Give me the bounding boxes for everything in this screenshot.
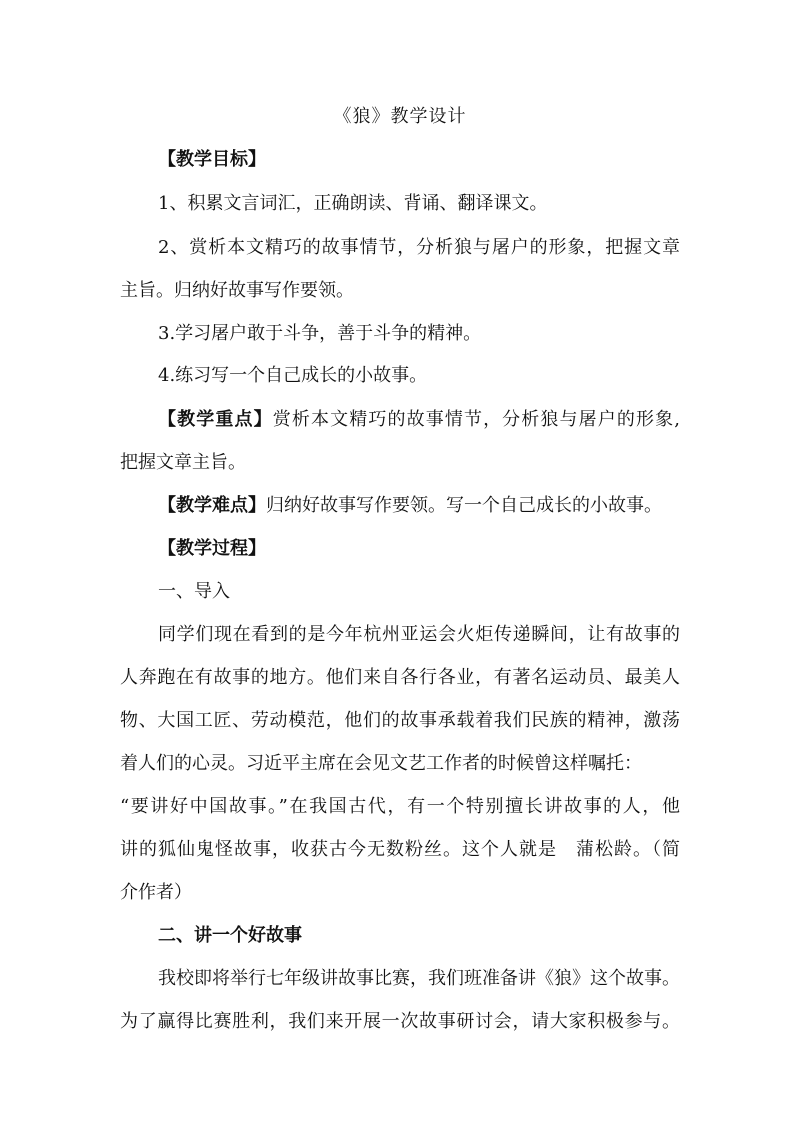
section-2-heading: 二、讲一个好故事 (158, 925, 302, 946)
process-heading: 【教学过程】 (158, 538, 266, 559)
objective-2-line-2: 主旨。归纳好故事写作要领。 (120, 280, 354, 301)
section-1-line-5: “要讲好中国故事。”在我国古代，有一个特别擅长讲故事的人，他 (120, 796, 680, 817)
objective-1: 1、积累文言词汇，正确朗读、背诵、翻译课文。 (158, 193, 548, 214)
section-1-line-6: 讲的狐仙鬼怪故事，收获古今无数粉丝。这个人就是 蒲松龄。（简 (120, 839, 680, 860)
objective-2-line-1: 2、赏析本文精巧的故事情节，分析狼与屠户的形象，把握文章 (158, 237, 680, 258)
section-1-line-3: 物、大国工匠、劳动模范，他们的故事承载着我们民族的精神，激荡 (120, 710, 680, 731)
section-1-line-1: 同学们现在看到的是今年杭州亚运会火炬传递瞬间，让有故事的 (158, 624, 680, 645)
difficulties-line (158, 493, 680, 519)
section-1-heading: 一、导入 (158, 581, 230, 602)
section-1-line-7: 介作者） (120, 882, 192, 903)
key-points-line-2: 把握文章主旨。 (120, 452, 246, 473)
key-points-label: 【教学重点】 (158, 409, 273, 430)
document-title: 《狼》教学设计 (333, 106, 467, 127)
key-points-line-1 (158, 407, 680, 433)
objective-3: 3.学习屠户敢于斗争，善于斗争的精神。 (158, 323, 482, 344)
difficulties-label: 【教学难点】 (158, 495, 266, 516)
objectives-heading: 【教学目标】 (158, 149, 266, 170)
section-2-line-2: 为了赢得比赛胜利，我们来开展一次故事研讨会，请大家积极参与。 (120, 1011, 680, 1032)
key-points-text: 赏析本文精巧的故事情节，分析狼与屠户的形象, (272, 409, 680, 430)
section-1-line-4: 着人们的心灵。习近平主席在会见文艺工作者的时候曾这样嘱托： (120, 753, 642, 774)
difficulties-text: 归纳好故事写作要领。写一个自己成长的小故事。 (266, 495, 662, 516)
objective-4: 4.练习写一个自己成长的小故事。 (158, 365, 428, 386)
section-2-line-1: 我校即将举行七年级讲故事比赛，我们班准备讲《狼》这个故事。 (158, 968, 680, 989)
section-1-line-2: 人奔跑在有故事的地方。他们来自各行各业，有著名运动员、最美人 (120, 667, 680, 688)
